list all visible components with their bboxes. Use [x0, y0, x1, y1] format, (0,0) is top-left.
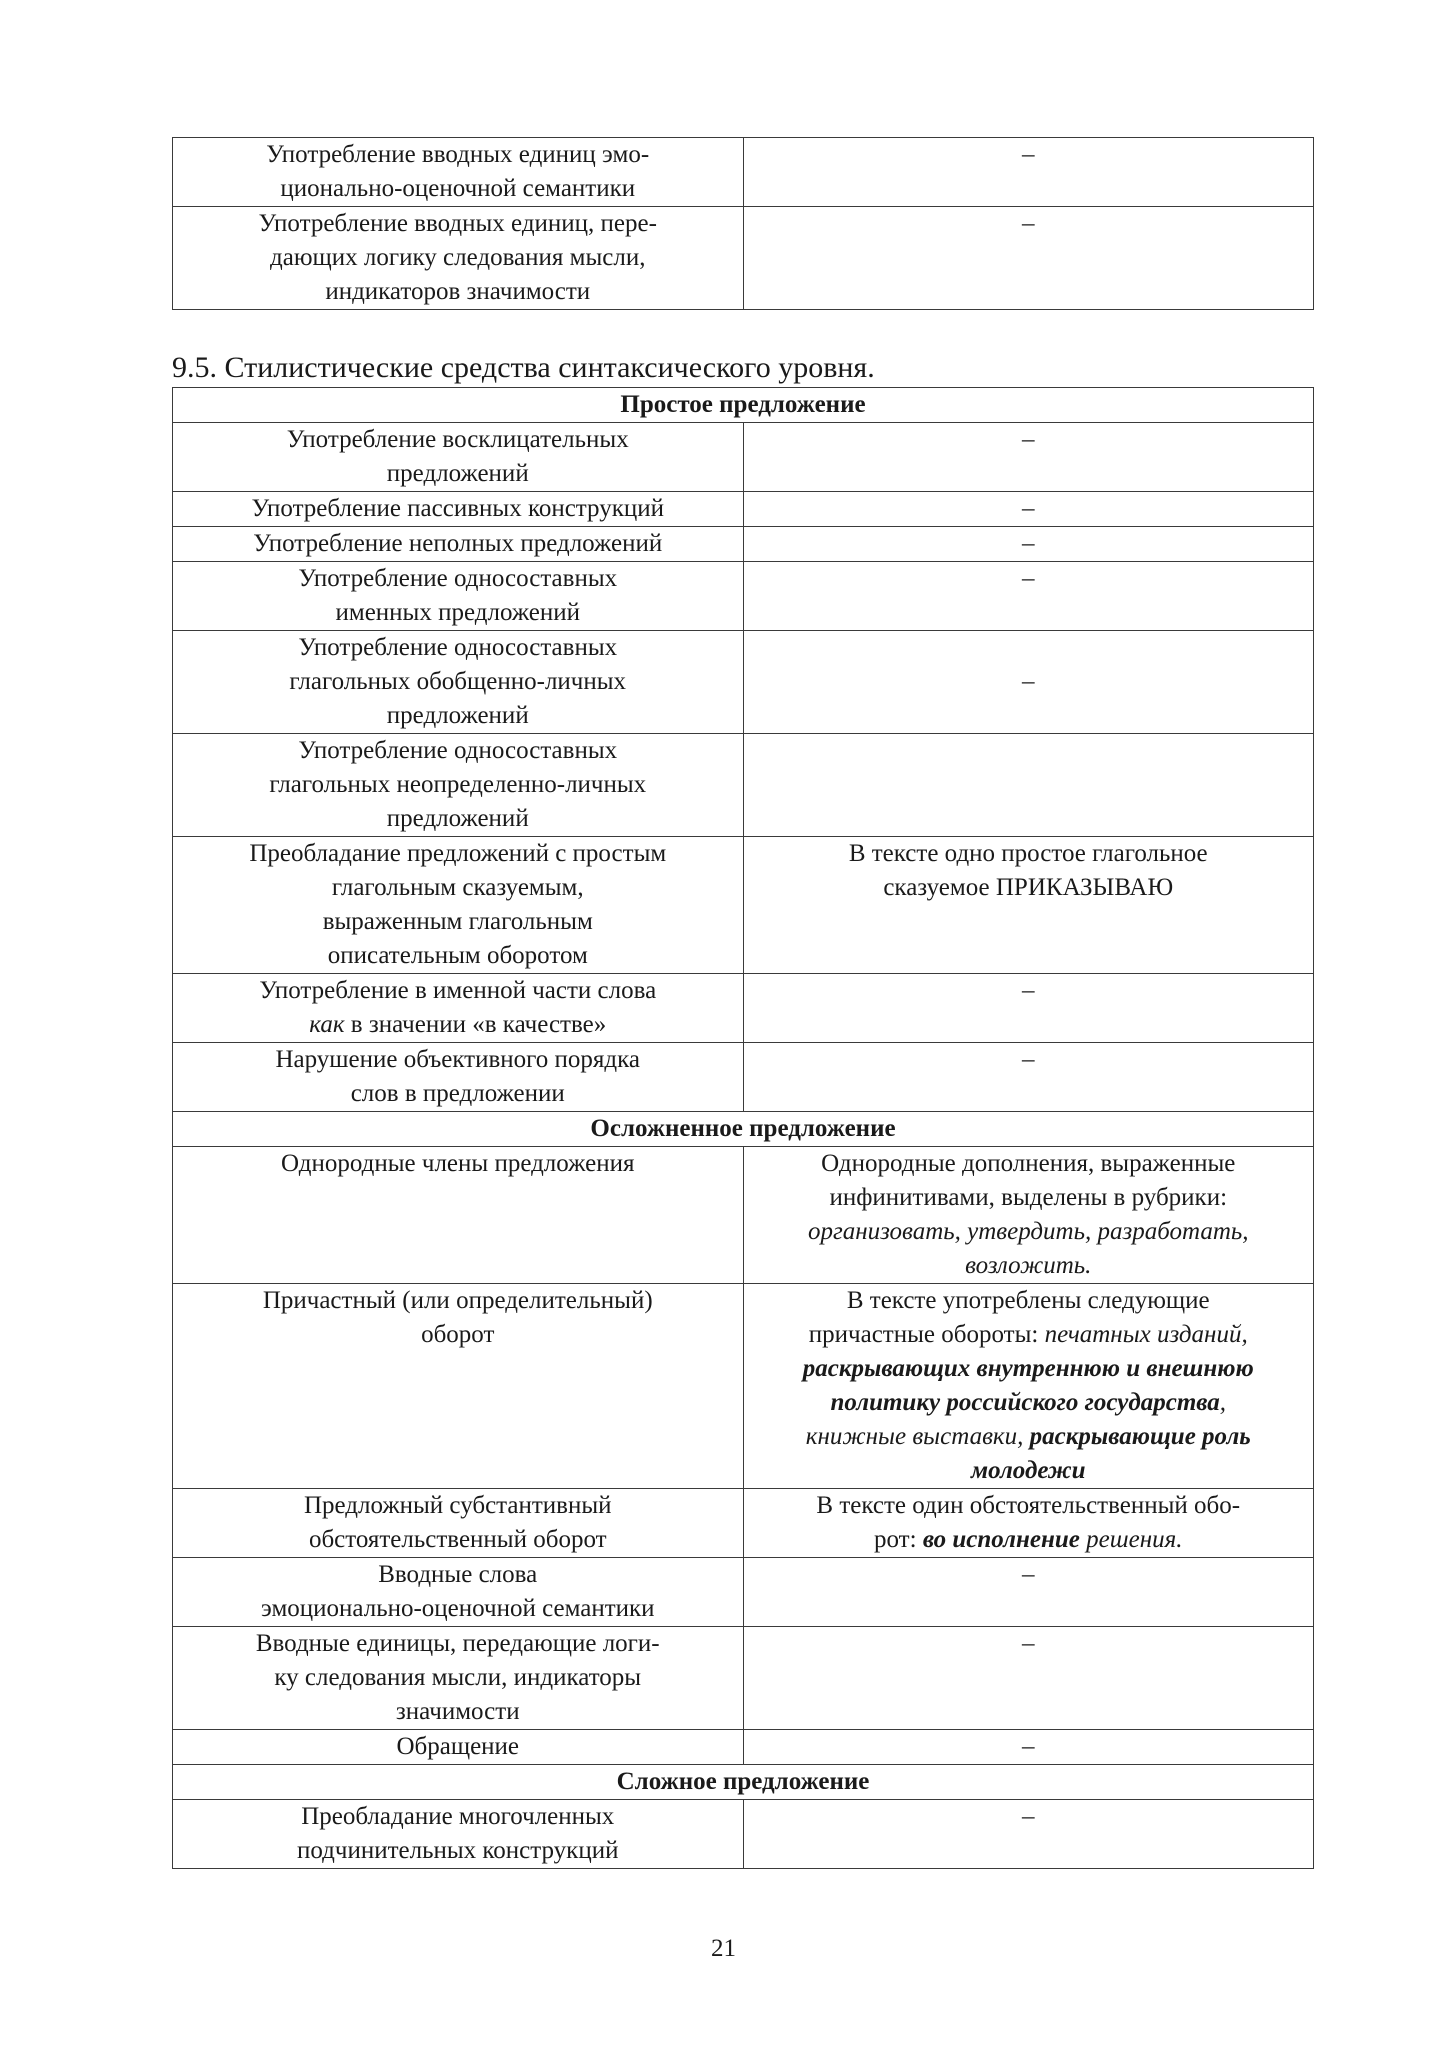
value-cell: Однородные дополнения, выраженные инфинитивами, выделены в рубрики: организовать, утвердить, разработать, возложить.: [743, 1147, 1314, 1284]
value-cell: –: [743, 423, 1314, 492]
section-heading: 9.5. Стилистические средства синтаксического уровня.: [172, 351, 875, 384]
table-row: [173, 527, 1314, 562]
value-cell: –: [743, 1800, 1314, 1869]
value-cell: –: [743, 974, 1314, 1043]
value-cell: –: [743, 138, 1314, 207]
value-cell: В тексте употреблены следующие причастные обороты: печатных изданий, раскрывающих внутреннюю и внешнюю политику российского государства, книжные выставки, раскрывающие роль молодежи: [743, 1284, 1314, 1489]
feature-cell: Употребление пассивных конструкций: [173, 492, 744, 527]
section-title-compound: Сложное предложение: [173, 1765, 1314, 1800]
top-table: [172, 137, 1314, 310]
table-row: [173, 974, 1314, 1043]
section-title-simple: Простое предложение: [173, 388, 1314, 423]
section-row: [173, 1112, 1314, 1147]
table-row: [173, 1800, 1314, 1869]
syntax-table: [172, 387, 1314, 1869]
feature-cell: Нарушение объективного порядка слов в предложении: [173, 1043, 744, 1112]
table-row: [173, 562, 1314, 631]
feature-cell: Употребление односоставных глагольных обобщенно-личных предложений: [173, 631, 744, 734]
table-row: [173, 207, 1314, 310]
value-cell: –: [743, 1558, 1314, 1627]
page-number: 21: [711, 1935, 736, 1962]
table-row: [173, 1284, 1314, 1489]
feature-cell: Употребление вводных единиц, пере- дающих логику следования мысли, индикаторов значимости: [173, 207, 744, 310]
value-cell: В тексте одно простое глагольное сказуемое ПРИКАЗЫВАЮ: [743, 837, 1314, 974]
section-title-complex: Осложненное предложение: [173, 1112, 1314, 1147]
feature-cell: Предложный субстантивный обстоятельственный оборот: [173, 1489, 744, 1558]
table-row: [173, 837, 1314, 974]
table-row: [173, 734, 1314, 837]
feature-cell: Причастный (или определительный) оборот: [173, 1284, 744, 1489]
section-row: [173, 388, 1314, 423]
value-cell: –: [743, 1730, 1314, 1765]
feature-cell: Употребление неполных предложений: [173, 527, 744, 562]
feature-cell: Вводные единицы, передающие логи- ку следования мысли, индикаторы значимости: [173, 1627, 744, 1730]
value-cell: В тексте один обстоятельственный обо- рот: во исполнение решения.: [743, 1489, 1314, 1558]
value-cell: –: [743, 492, 1314, 527]
feature-cell: Употребление восклицательных предложений: [173, 423, 744, 492]
feature-cell: Вводные слова эмоционально-оценочной семантики: [173, 1558, 744, 1627]
feature-cell: Употребление в именной части слова как в значении «в качестве»: [173, 974, 744, 1043]
feature-cell: Употребление односоставных глагольных неопределенно-личных предложений: [173, 734, 744, 837]
feature-cell: Употребление односоставных именных предложений: [173, 562, 744, 631]
section-row: [173, 1765, 1314, 1800]
feature-cell: Обращение: [173, 1730, 744, 1765]
feature-cell: Употребление вводных единиц эмо- ционально-оценочной семантики: [173, 138, 744, 207]
table-row: [173, 631, 1314, 734]
table-row: [173, 1043, 1314, 1112]
value-cell: –: [743, 631, 1314, 734]
table-row: [173, 138, 1314, 207]
table-row: [173, 1627, 1314, 1730]
feature-cell: Преобладание многочленных подчинительных конструкций: [173, 1800, 744, 1869]
value-cell: [743, 734, 1314, 837]
table-row: [173, 492, 1314, 527]
table-row: [173, 1147, 1314, 1284]
value-cell: –: [743, 1043, 1314, 1112]
value-cell: –: [743, 527, 1314, 562]
table-row: [173, 1558, 1314, 1627]
value-cell: –: [743, 562, 1314, 631]
table-row: [173, 1489, 1314, 1558]
value-cell: –: [743, 1627, 1314, 1730]
table-row: [173, 423, 1314, 492]
value-cell: –: [743, 207, 1314, 310]
feature-cell: Однородные члены предложения: [173, 1147, 744, 1284]
feature-cell: Преобладание предложений с простым глагольным сказуемым, выраженным глагольным описательным оборотом: [173, 837, 744, 974]
table-row: [173, 1730, 1314, 1765]
